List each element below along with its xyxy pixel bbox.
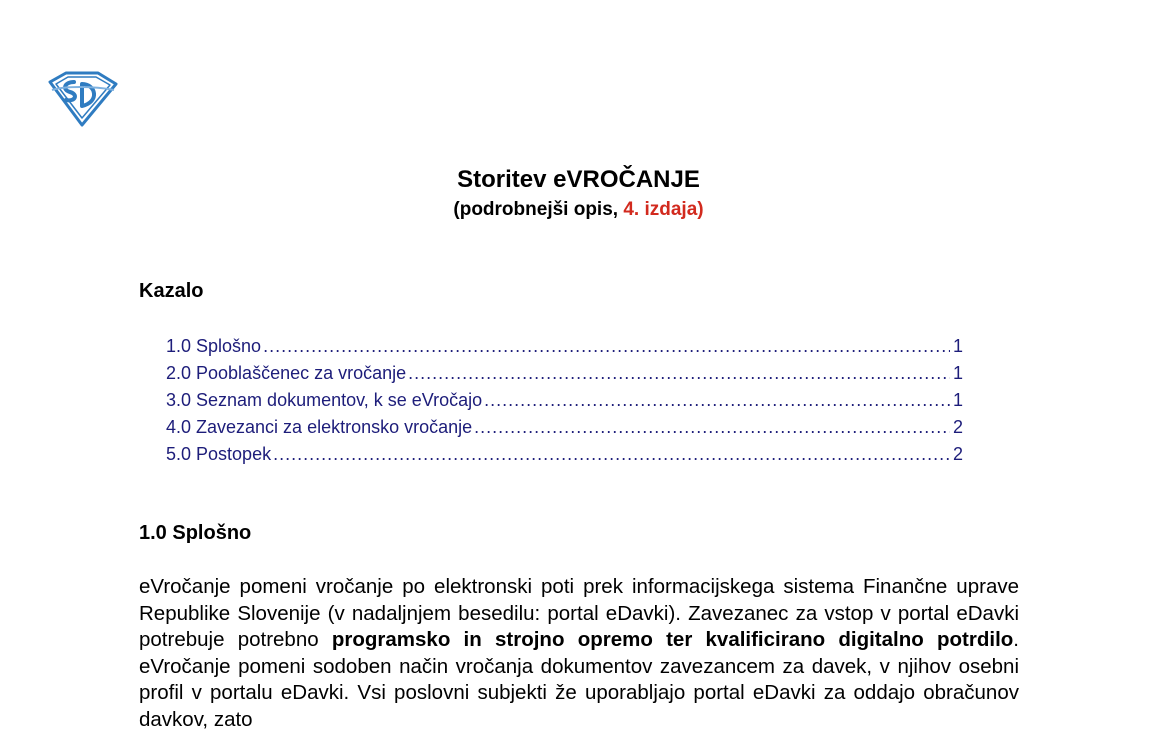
toc-entry-page[interactable]: 1 [952,336,963,356]
toc-dot-leader [263,333,950,360]
section-paragraph [139,574,1019,733]
toc-entry[interactable] [166,441,963,468]
toc-entry-label[interactable]: 5.0 Postopek [166,444,272,464]
toc-entry-page[interactable]: 2 [952,444,963,464]
toc-entry-label[interactable]: 3.0 Seznam dokumentov, k se eVročajo [166,390,483,410]
toc-entry[interactable] [166,387,963,414]
toc-entry[interactable] [166,360,963,387]
section-heading: 1.0 Splošno [139,522,252,544]
subtitle-prefix: (podrobnejši opis, [453,199,624,220]
toc-entry-label[interactable]: 4.0 Zavezanci za elektronsko vročanje [166,417,473,437]
toc-dot-leader [408,360,950,387]
toc-entry[interactable] [166,333,963,360]
toc-entry-page[interactable]: 1 [952,390,963,410]
toc-entry-page[interactable]: 1 [952,363,963,383]
superman-shield-logo-icon [44,70,120,128]
toc-entry[interactable] [166,414,963,441]
toc-entry-label[interactable]: 2.0 Pooblaščenec za vročanje [166,363,407,383]
table-of-contents [166,333,963,468]
paragraph-text-continued: . eVročanje pomeni sodoben način vročanja dokumentov zavezancem za davek, v njihov osebni profil v portalu eDavki. Vsi poslovni subjekti že uporabljajo portal eDavki za oddajo obračunov davkov, zato [139,628,1019,731]
toc-dot-leader [273,441,950,468]
toc-dot-leader [484,387,950,414]
edition-label: 4. izdaja) [623,199,704,220]
document-subtitle [0,198,1157,222]
toc-entry-label[interactable]: 1.0 Splošno [166,336,262,356]
toc-heading: Kazalo [139,280,204,302]
toc-entry-page[interactable]: 2 [952,417,963,437]
paragraph-bold-text: programsko in strojno opremo ter kvalificirano digitalno potrdilo [331,628,1014,651]
document-title: Storitev eVROČANJE [457,166,700,193]
toc-dot-leader [474,414,950,441]
paragraph-text: eVročanje pomeni vročanje po elektronski poti prek informacijskega sistema Finančne uprave Republike Slovenije (v nadaljnjem besedilu: portal eDavki). Zavezanec za vstop v portal eDavki potrebuje potrebno [139,575,1019,651]
